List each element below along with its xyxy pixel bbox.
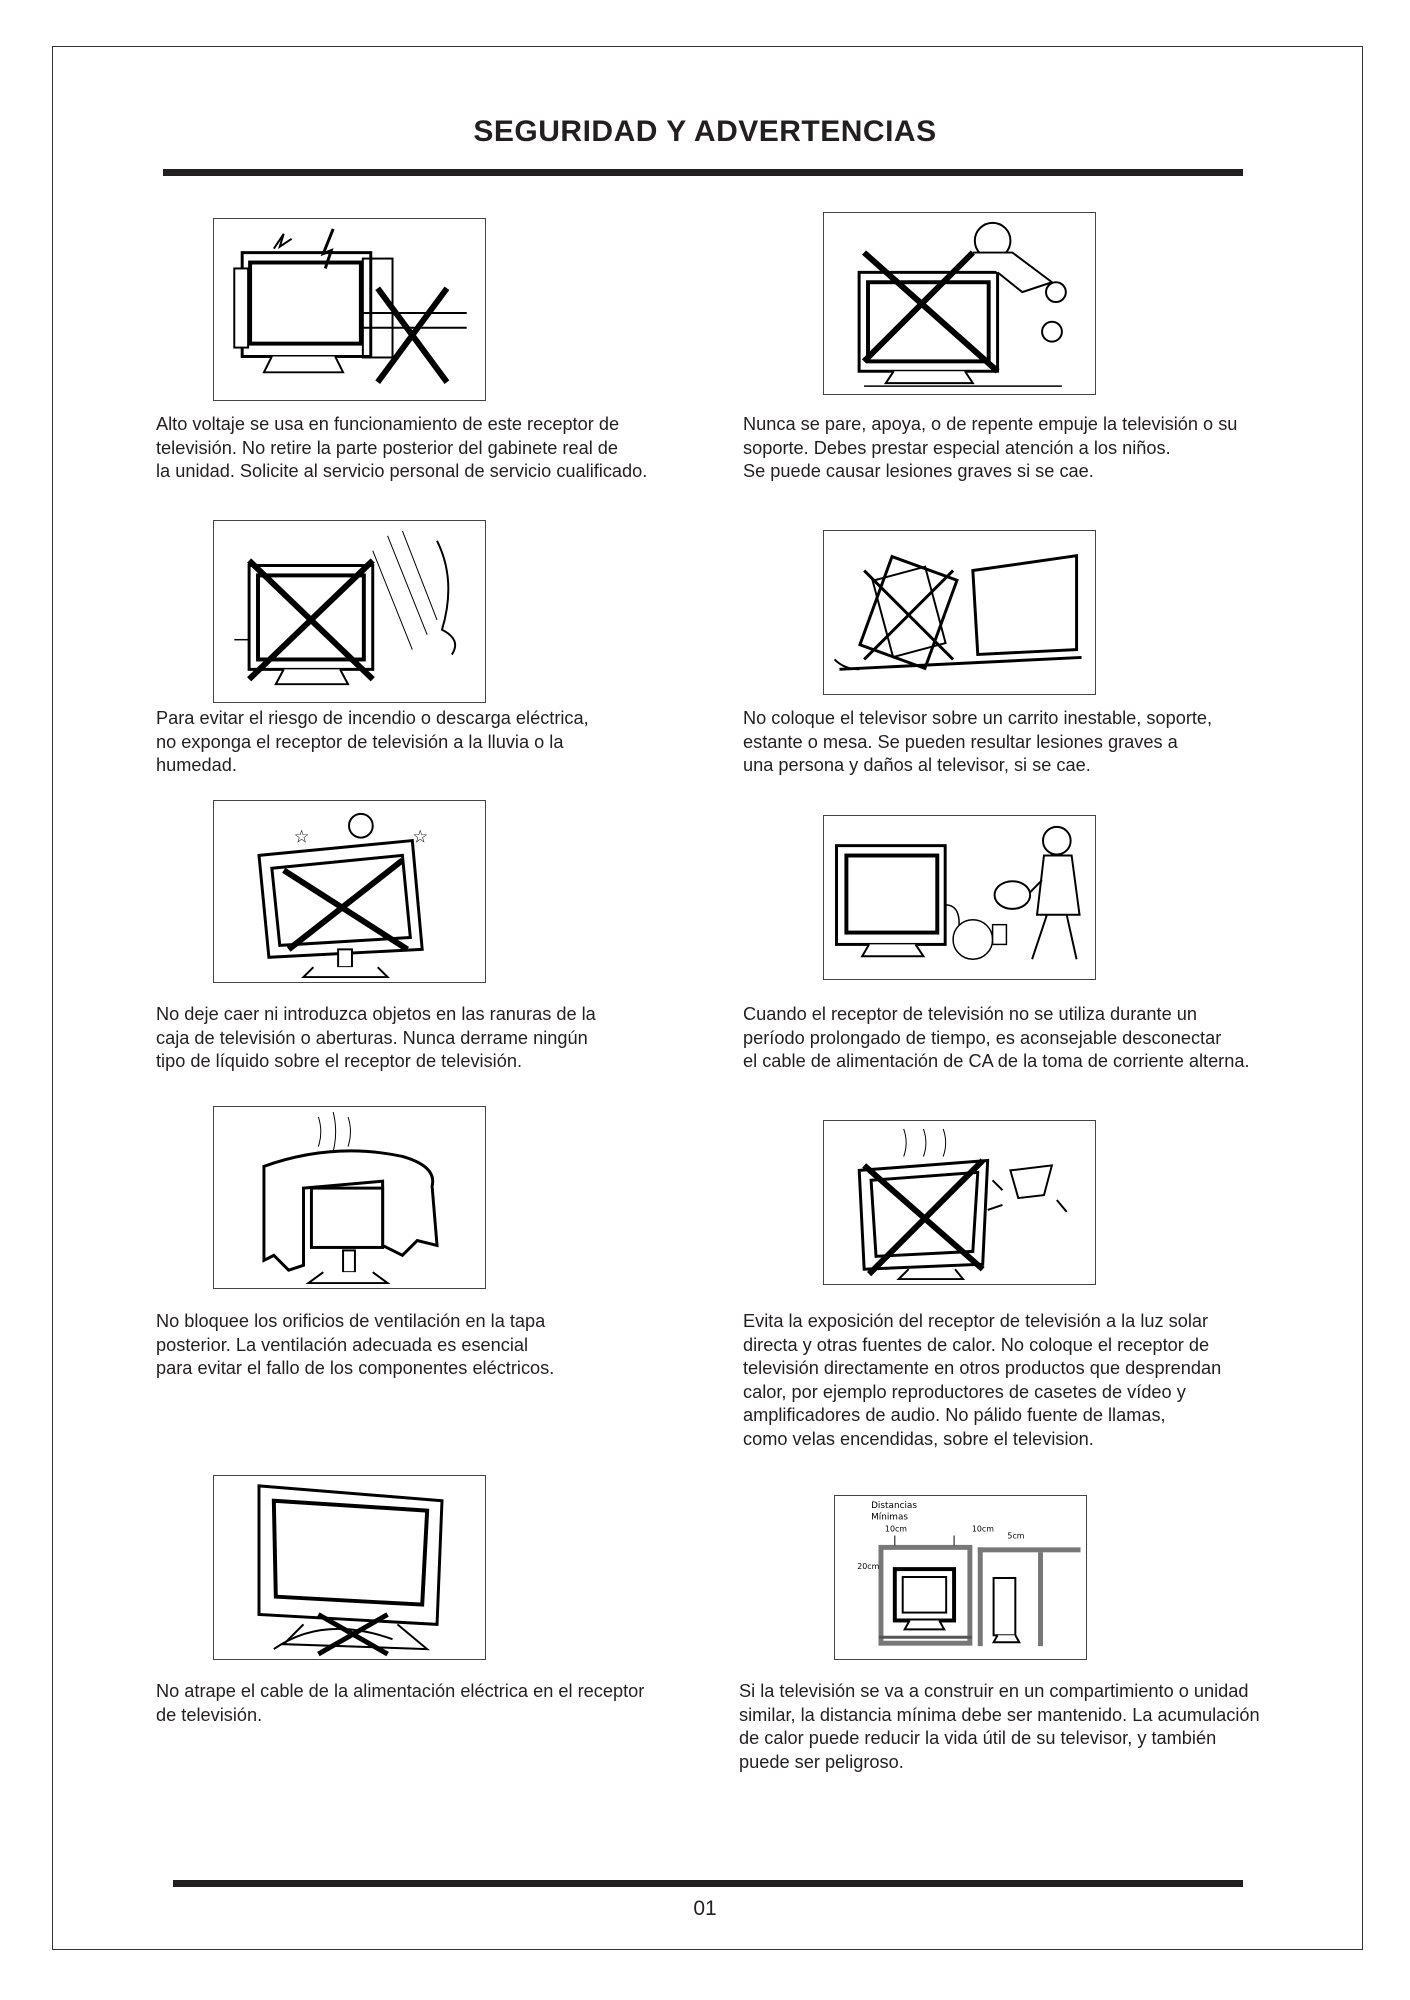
warning-text-do-not-push: Nunca se pare, apoya, o de repente empuje la televisión o su soporte. Debes prestar especial atención a los niños. Se puede causar lesiones graves si se cae.: [743, 414, 1238, 481]
svg-text:☆: ☆: [293, 826, 310, 848]
trapped-cable-icon: [213, 1475, 486, 1660]
covered-ventilation-icon: [213, 1106, 486, 1289]
objects-on-tv-icon: [213, 800, 486, 983]
rain-moisture-icon: [213, 520, 486, 703]
unstable-stand-icon: [823, 530, 1096, 695]
warning-text-heat: Evita la exposición del receptor de televisión a la luz solar directa y otras fuentes de calor. No coloque el receptor de televisión directamente en otros productos que desprendan calor, por ejemplo reproductores de casetes de vídeo y amplificadores de audio. No pálido fuente de llamas, como velas encendidas, sobre el television.: [743, 1311, 1222, 1449]
warning-text-high-voltage: Alto voltaje se usa en funcionamiento de este receptor de televisión. No retire la parte posterior del gabinete real de la unidad. Solicite al servicio personal de servicio cualificado.: [156, 414, 648, 481]
clearance-heading-1: Distancias: [871, 1500, 917, 1511]
svg-text:☆: ☆: [412, 826, 429, 848]
warning-text-clearance: Si la televisión se va a construir en un compartimiento o unidad similar, la distancia mínima debe ser mantenido. La acumulación de calor puede reducir la vida útil de su televisor, y también puede ser peligroso.: [739, 1681, 1260, 1772]
warning-text-unplug: Cuando el receptor de televisión no se utiliza durante un período prolongado de tiempo, es aconsejable desconectar el cable de alimentación de CA de la toma de corriente alterna.: [743, 1004, 1250, 1071]
page-number: 01: [693, 1897, 717, 1920]
unplug-power-icon: [823, 815, 1096, 980]
clearance-distances-icon: [834, 1495, 1087, 1660]
title-divider: [163, 169, 1243, 176]
high-voltage-warning-icon: [213, 218, 486, 401]
warning-text-objects: No deje caer ni introduzca objetos en las ranuras de la caja de televisión o aberturas. Nunca derrame ningún tipo de líquido sobre el receptor de televisión.: [156, 1004, 596, 1071]
heat-source-icon: [823, 1120, 1096, 1285]
warning-text-unstable-stand: No coloque el televisor sobre un carrito inestable, soporte, estante o mesa. Se pueden resultar lesiones graves a una persona y daños al televisor, si se cae.: [743, 708, 1213, 775]
clearance-label-bottom: 20cm: [857, 1562, 880, 1572]
child-pushing-tv-icon: [823, 212, 1096, 395]
clearance-label-top: 10cm: [884, 1524, 908, 1534]
warning-text-cable: No atrape el cable de la alimentación eléctrica en el receptor de televisión.: [156, 1681, 645, 1725]
page-title: SEGURIDAD Y ADVERTENCIAS: [473, 115, 937, 148]
footer-divider: [173, 1880, 1243, 1887]
warning-text-rain: Para evitar el riesgo de incendio o descarga eléctrica, no exponga el receptor de televisión a la lluvia o la humedad.: [156, 708, 589, 775]
clearance-label-rear: 5cm: [1007, 1531, 1025, 1541]
clearance-heading-2: Mínimas: [871, 1512, 909, 1523]
clearance-label-side: 10cm: [971, 1524, 994, 1534]
warning-text-ventilation: No bloquee los orificios de ventilación en la tapa posterior. La ventilación adecuada es esencial para evitar el fallo de los componentes eléctricos.: [156, 1311, 555, 1378]
